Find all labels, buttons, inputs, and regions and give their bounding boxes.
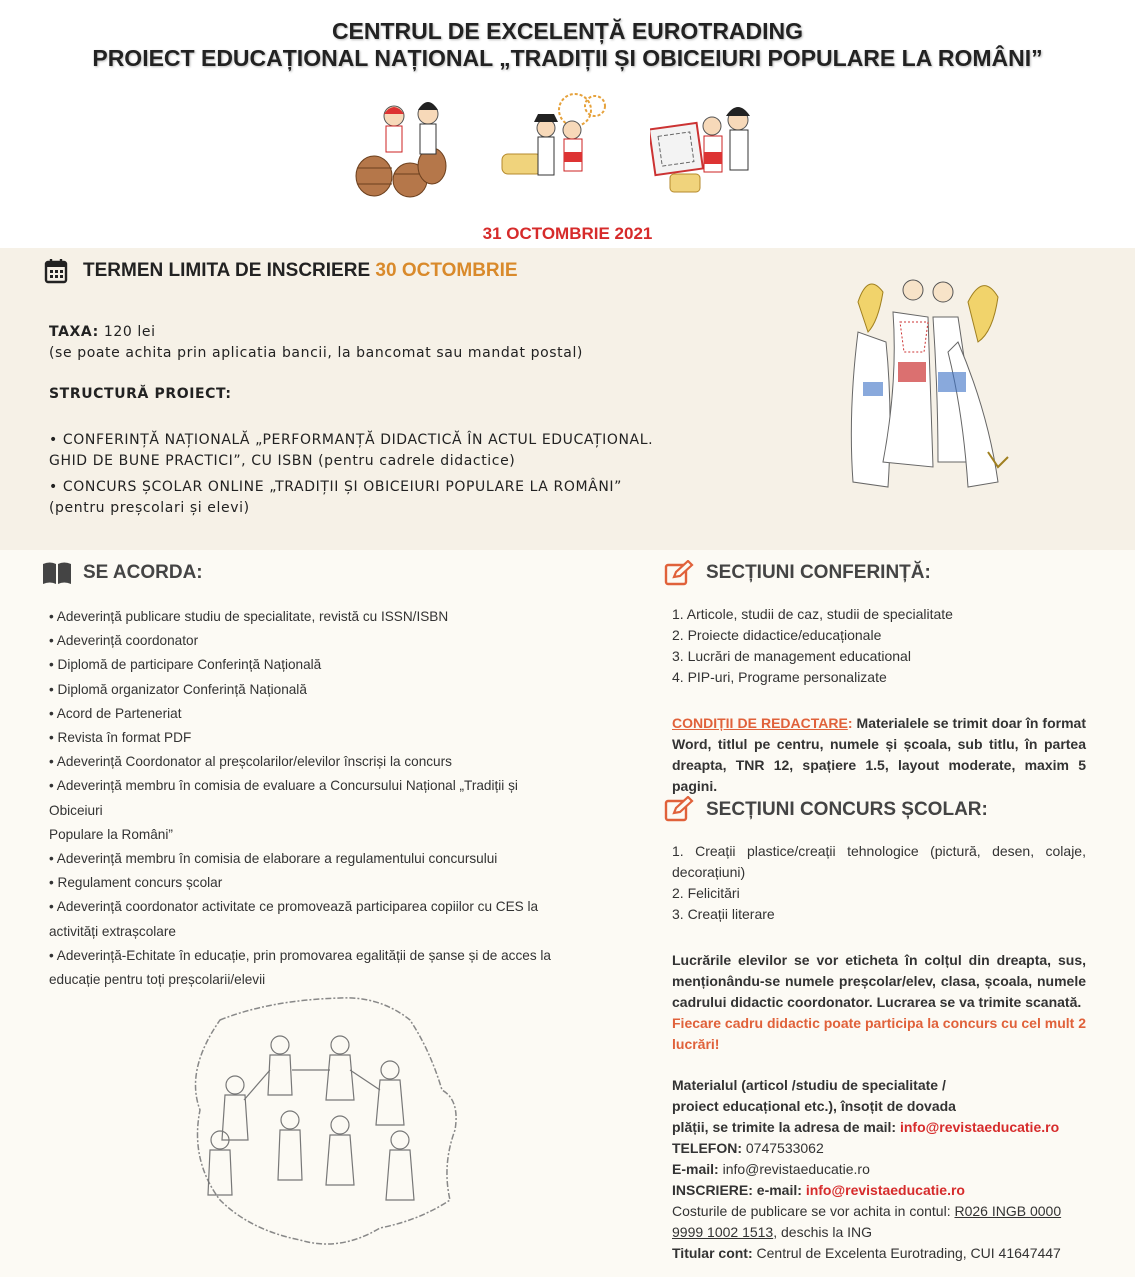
- list-item: 4. PIP-uri, Programe personalizate: [672, 669, 887, 685]
- list-item: 2. Proiecte didactice/educaționale: [672, 627, 882, 643]
- folk-couple-bread-illustration: [500, 92, 610, 192]
- list-item: • Diplomă de participare Conferință Națională: [49, 657, 322, 673]
- structure-list: [49, 430, 669, 519]
- list-item: 2. Felicitări: [672, 885, 740, 901]
- contest-sections-list: [672, 841, 1086, 925]
- se-acorda-list: [49, 605, 569, 992]
- limit-note: Fiecare cadru didactic poate participa la concurs cu cel mult 2 lucrări!: [672, 1015, 1086, 1052]
- list-item: 3. Creații literare: [672, 906, 775, 922]
- list-item: • Adeverință-Echitate în educație, prin promovarea egalității de șanse și de acces la: [49, 947, 551, 963]
- editing-conditions: CONDIȚII DE REDACTARE: Materialele se trimit doar în format Word, titlul pe centru, numele și școala, sub titlu, în partea dreapta, TNR 12, spațiere 1.5, layout moderate, maxim 5 pagini.: [672, 715, 1086, 794]
- list-item: • Revista în format PDF: [49, 730, 192, 746]
- event-date: 31 OCTOMBRIE 2021: [482, 224, 653, 243]
- list-item: • Adeverință Coordonator al preșcolarilor/elevilor înscriși la concurs: [49, 754, 452, 770]
- structure-item-1-line2: GHID DE BUNE PRACTICI”, CU ISBN (pentru cadrele didactice): [49, 453, 516, 469]
- conditions-label: CONDIȚII DE REDACTARE: [672, 715, 848, 731]
- list-item: activități extrașcolare: [49, 923, 176, 939]
- holder-value: Centrul de Excelenta Eurotrading, CUI 41647447: [756, 1245, 1061, 1261]
- folk-dancers-illustration: [838, 262, 1013, 502]
- labeling-note: Lucrările elevilor se vor eticheta în colțul din dreapta, sus, menționându-se numele preșcolar/elev, clasa, școala, numele cadrului didactic coordonator. Lucrarea se va trimite scanată.: [672, 952, 1086, 1010]
- folk-couple-barrels-illustration: [352, 96, 452, 198]
- material-line-3: plății, se trimite la adresa de mail:: [672, 1119, 900, 1135]
- list-item: 1. Creații plastice/creații tehnologice (pictură, desen, colaje, decorațiuni): [672, 843, 1086, 880]
- deadline-date: 30 OCTOMBRIE: [375, 260, 518, 281]
- conference-sections-list: [672, 604, 1086, 688]
- contact-block: [672, 1075, 1086, 1264]
- calendar-icon: [44, 258, 68, 284]
- list-item: educație pentru toți preșcolarii/elevii: [49, 972, 266, 988]
- inscriere-label: INSCRIERE: e-mail:: [672, 1182, 802, 1198]
- list-item: • Adeverință membru în comisia de elaborare a regulamentului concursului: [49, 851, 498, 867]
- fee-value: 120 lei: [103, 324, 156, 340]
- list-item: • Adeverință membru în comisia de evaluare a Concursului Național „Tradiții și Obiceiuri: [49, 778, 518, 818]
- holder-label: Titular cont:: [672, 1245, 753, 1261]
- conditions-text: Materialele se trimit doar în format Word, titlul pe centru, numele și școala, sub titlu, în partea dreapta, TNR 12, spațiere 1.5, layout moderate, maxim 5 pagini.: [672, 715, 1086, 794]
- header-title-line2: PROIECT EDUCAȚIONAL NAȚIONAL „TRADIȚII ȘI OBICEIURI POPULARE LA ROMÂNI”: [92, 45, 1043, 71]
- open-book-icon: [42, 561, 72, 585]
- fee-block: [49, 322, 669, 364]
- material-email-link[interactable]: info@revistaeducatie.ro: [899, 1119, 1060, 1135]
- folk-couple-carpet-illustration: [650, 96, 760, 196]
- fee-note: (se poate achita prin aplicatia bancii, la bancomat sau mandat postal): [49, 345, 583, 361]
- structure-item-2-line1: • CONCURS ȘCOLAR ONLINE „TRADIȚII ȘI OBICEIURI POPULARE LA ROMÂNI”: [49, 479, 622, 495]
- list-item: 1. Articole, studii de caz, studii de specialitate: [672, 606, 953, 622]
- header-title-line1: CENTRUL DE EXCELENȚĂ EUROTRADING: [331, 18, 804, 44]
- deadline-label: TERMEN LIMITA DE INSCRIERE: [83, 260, 371, 281]
- sectiuni-conferinta-heading: SECȚIUNI CONFERINȚĂ:: [706, 562, 931, 583]
- romania-map-dancers-illustration: [180, 990, 470, 1258]
- list-item: • Adeverință coordonator activitate ce promovează participarea copiilor cu CES la: [49, 899, 539, 915]
- list-item: • Regulament concurs școlar: [49, 875, 223, 891]
- structure-title: STRUCTURĂ PROIECT:: [49, 386, 232, 402]
- list-item: • Acord de Parteneriat: [49, 705, 182, 721]
- list-item: • Adeverință publicare studiu de specialitate, revistă cu ISSN/ISBN: [49, 609, 449, 624]
- inscriere-email-link[interactable]: info@revistaeducatie.ro: [805, 1182, 965, 1198]
- deadline-heading: [83, 260, 518, 282]
- material-line-2: proiect educațional etc.), însoțit de dovada: [672, 1098, 956, 1114]
- costs-prefix: Costurile de publicare se vor achita in contul:: [672, 1203, 951, 1219]
- structure-item-1-line1: • CONFERINȚĂ NAȚIONALĂ „PERFORMANȚĂ DIDACTICĂ ÎN ACTUL EDUCAȚIONAL.: [49, 432, 654, 448]
- edit-icon: [664, 560, 694, 586]
- list-item: • Diplomă organizator Conferință Națională: [49, 681, 307, 697]
- phone-value[interactable]: 0747533062: [745, 1140, 824, 1156]
- bank-account: R026 INGB 0000 9999 1002 1513: [672, 1203, 1062, 1240]
- se-acorda-heading: SE ACORDA:: [83, 562, 203, 583]
- structure-item-2-line2: (pentru preșcolari și elevi): [49, 500, 250, 516]
- list-item: 3. Lucrări de management educational: [672, 648, 911, 664]
- material-line-1: Materialul (articol /studiu de specialitate /: [672, 1077, 946, 1093]
- list-item: • Adeverință coordonator: [49, 633, 199, 649]
- edit-icon: [664, 796, 694, 822]
- phone-label: TELEFON:: [672, 1140, 742, 1156]
- costs-suffix: , deschis la ING: [773, 1224, 873, 1240]
- list-item: Populare la Români”: [49, 826, 173, 842]
- sectiuni-concurs-heading: SECȚIUNI CONCURS ȘCOLAR:: [706, 799, 988, 820]
- email-label: E-mail:: [672, 1161, 719, 1177]
- fee-label: TAXA:: [49, 324, 99, 340]
- email-value[interactable]: info@revistaeducatie.ro: [722, 1161, 870, 1177]
